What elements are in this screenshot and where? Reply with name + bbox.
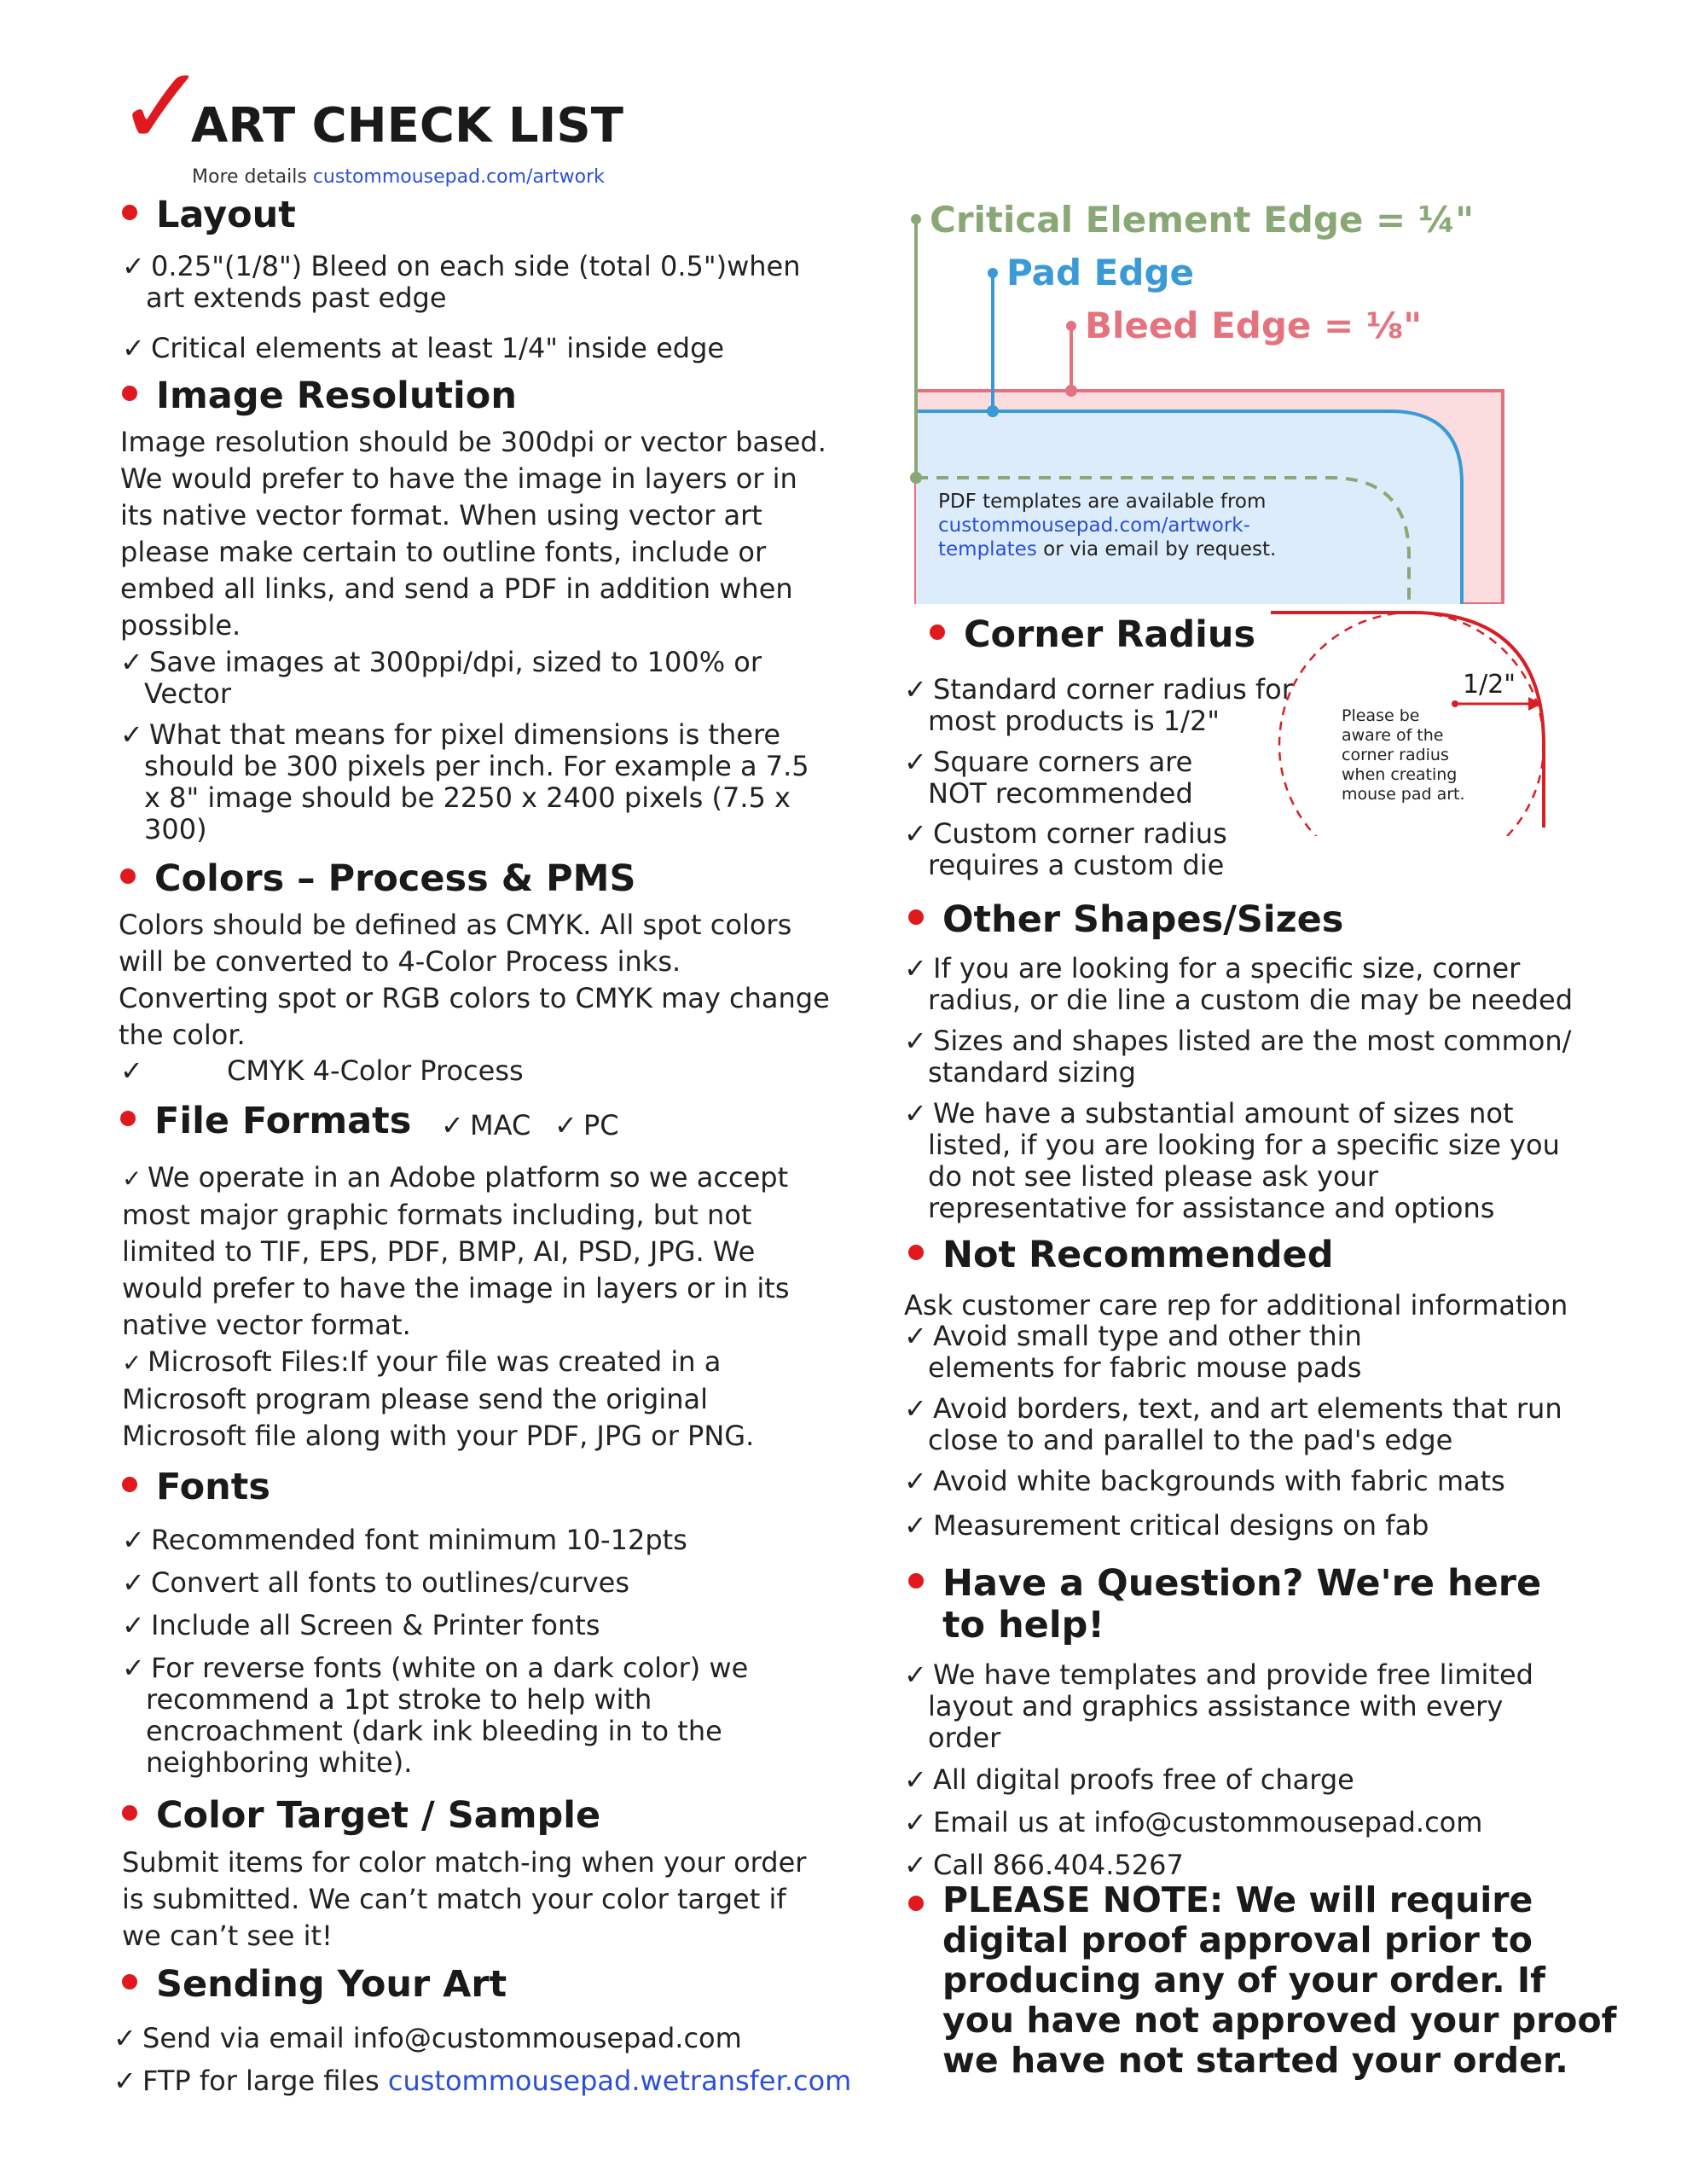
layout-item-1 (122, 251, 800, 314)
question-item-1-line-3: order (928, 1722, 1001, 1754)
check-icon: ✓ (122, 1165, 142, 1193)
more-details (192, 166, 605, 188)
color-target-paragraph (122, 1844, 806, 1955)
check-icon: ✓ (554, 1109, 577, 1141)
file-formats-line: We operate in an Adobe platform so we accept (148, 1161, 789, 1194)
image-resolution-item-1-line-1: Save images at 300ppi/dpi, sized to 100% or (149, 646, 762, 678)
corner-radius-note-line: aware of the (1342, 726, 1444, 745)
check-icon: ✓ (120, 718, 143, 751)
colors-line: the color. (119, 1019, 246, 1051)
not-recommended-heading (908, 1234, 1333, 1276)
file-formats-line: limited to TIF, EPS, PDF, BMP, AI, PSD, JPG. We (122, 1235, 756, 1268)
check-icon: ✓ (122, 1349, 142, 1377)
file-formats-line: native vector format. (122, 1309, 411, 1341)
not-recommended-item-3-text: Avoid white backgrounds with fabric mats (933, 1465, 1505, 1497)
pc-label: PC (583, 1109, 619, 1141)
fonts-item-3-text: Include all Screen & Printer fonts (151, 1609, 600, 1641)
corner-radius-item-2 (904, 746, 1193, 810)
check-icon: ✓ (113, 2065, 136, 2097)
critical-pointer-dot (911, 214, 921, 224)
not-recommended-item-2-line-1: Avoid borders, text, and art elements that run (933, 1392, 1562, 1425)
mac-label: MAC (470, 1109, 531, 1141)
corner-radius-note-line: Please be (1342, 706, 1420, 725)
fonts-item-4-line-1: For reverse fonts (white on a dark color) we (151, 1652, 749, 1684)
check-icon: ✓ (113, 2022, 136, 2054)
please-note-line: digital proof approval prior to (942, 1920, 1533, 1960)
color-target-line: we can’t see it! (122, 1920, 333, 1952)
check-icon: ✓ (904, 746, 927, 778)
check-icon: ✓ (904, 1025, 927, 1057)
page-title: ART CHECK LIST (191, 98, 623, 154)
image-resolution-line: embed all links, and send a PDF in addition when (120, 572, 793, 605)
other-shapes-item-3-line-2: listed, if you are looking for a specific size you (928, 1129, 1560, 1161)
layout-item-1-line-2: art extends past edge (146, 282, 447, 314)
image-resolution-item-2-line-3: x 8" image should be 2250 x 2400 pixels (7.5 x (144, 781, 791, 814)
fonts-item-4-line-4: neighboring white). (146, 1746, 413, 1779)
layout-item-2-text: Critical elements at least 1/4" inside edge (151, 332, 725, 364)
fonts-item-4 (122, 1653, 748, 1779)
corner-radius-item-3-line-2: requires a custom die (928, 849, 1225, 881)
layout-heading (122, 195, 296, 236)
bullet-icon (908, 1573, 924, 1589)
check-icon: ✓ (122, 1566, 145, 1599)
question-item-3-text: Email us at info@custommousepad.com (933, 1806, 1483, 1838)
image-resolution-paragraph (120, 424, 826, 644)
colors-item-text: CMYK 4-Color Process (227, 1054, 524, 1087)
file-formats-line: would prefer to have the image in layers or in its (122, 1272, 790, 1304)
please-note-line: you have not approved your proof (942, 2000, 1617, 2041)
pad-pointer-dot (988, 268, 998, 278)
file-formats-line: Microsoft program please send the original (122, 1383, 709, 1415)
file-formats-line: Microsoft file along with your PDF, JPG or PNG. (122, 1420, 755, 1452)
corner-radius-item-2-line-1: Square corners are (933, 746, 1193, 778)
check-icon: ✓ (904, 1658, 927, 1691)
layout-item-1-line-1: 0.25"(1/8") Bleed on each side (total 0.5")when (151, 250, 801, 282)
check-icon: ✓ (904, 1392, 927, 1425)
check-icon: ✓ (122, 1524, 145, 1556)
templates-note (938, 490, 1276, 561)
check-icon: ✓ (904, 1509, 927, 1542)
question-item-1-line-1: We have templates and provide free limited (933, 1658, 1533, 1691)
bullet-icon (122, 1974, 137, 1989)
image-resolution-line: possible. (120, 609, 241, 642)
file-formats-heading (120, 1101, 411, 1142)
other-shapes-item-3-line-3: do not see listed please ask your (928, 1160, 1378, 1193)
check-icon: ✓ (904, 817, 927, 850)
bullet-icon (120, 868, 136, 884)
image-resolution-heading (122, 375, 517, 417)
templates-note-line: PDF templates are available from (938, 491, 1267, 513)
templates-note-line: or via email by request. (1036, 538, 1277, 561)
sending-item-2-text: FTP for large files (142, 2065, 388, 2097)
bullet-icon (908, 1245, 924, 1260)
question-item-3 (904, 1807, 1482, 1838)
corner-radius-note-line: when creating (1342, 765, 1458, 784)
layout-heading-text: Layout (156, 194, 296, 236)
check-icon: ✓ (904, 1320, 927, 1352)
radius-dimension: 1/2" (1463, 670, 1516, 700)
bullet-icon (120, 1111, 136, 1126)
image-resolution-item-2-line-1: What that means for pixel dimensions is there (149, 718, 781, 751)
question-item-4 (904, 1850, 1184, 1881)
image-resolution-item-2-line-2: should be 300 pixels per inch. For example a 7.5 (144, 750, 809, 782)
sending-item-2 (113, 2065, 851, 2097)
check-icon: ✓ (904, 673, 927, 706)
corner-radius-item-3-line-1: Custom corner radius (933, 817, 1227, 850)
question-item-4-text: Call 866.404.5267 (933, 1849, 1184, 1881)
bullet-icon (122, 1805, 137, 1821)
fonts-item-4-line-2: recommend a 1pt stroke to help with (146, 1683, 652, 1716)
question-item-2-text: All digital proofs free of charge (933, 1763, 1354, 1796)
bullet-icon (908, 909, 924, 925)
fonts-item-3 (122, 1610, 600, 1641)
fonts-item-2 (122, 1567, 629, 1599)
mac-check (441, 1110, 530, 1141)
other-shapes-item-1-line-2: radius, or die line a custom die may be needed (928, 984, 1574, 1016)
critical-pointer-end (910, 472, 922, 484)
red-checkmark-icon: ✓ (116, 44, 208, 171)
corner-radius-item-1 (904, 674, 1293, 737)
corner-radius-item-1-line-1: Standard corner radius for (933, 673, 1293, 706)
fonts-item-1 (122, 1525, 687, 1556)
check-icon: ✓ (904, 1097, 927, 1130)
colors-heading (120, 858, 635, 900)
check-icon: ✓ (904, 1849, 927, 1881)
not-recommended-item-1-line-2: elements for fabric mouse pads (928, 1351, 1362, 1384)
bleed-pointer-dot (1066, 321, 1076, 331)
not-recommended-item-4 (904, 1510, 1429, 1542)
fonts-item-1-text: Recommended font minimum 10-12pts (151, 1524, 687, 1556)
please-note-line: we have not started your order. (942, 2040, 1568, 2081)
corner-radius-item-2-line-2: NOT recommended (928, 777, 1193, 810)
other-shapes-item-3 (904, 1098, 1560, 1224)
not-recommended-item-2-line-2: close to and parallel to the pad's edge (928, 1424, 1453, 1456)
bullet-icon (122, 1477, 137, 1492)
wetransfer-link[interactable]: custommousepad.wetransfer.com (387, 2065, 852, 2097)
bullet-icon (908, 1896, 924, 1911)
not-recommended-item-1-line-1: Avoid small type and other thin (933, 1320, 1362, 1352)
check-icon: ✓ (441, 1109, 464, 1141)
other-shapes-item-2-line-1: Sizes and shapes listed are the most common/ (933, 1025, 1572, 1057)
bullet-icon (930, 624, 945, 640)
bleed-edge-label: Bleed Edge = ⅛" (1085, 305, 1423, 346)
fonts-heading (122, 1467, 270, 1508)
critical-edge-label: Critical Element Edge = ¼" (930, 199, 1475, 241)
check-icon: ✓ (904, 1806, 927, 1838)
other-shapes-item-3-line-4: representative for assistance and options (928, 1192, 1495, 1224)
corner-radius-heading (930, 614, 1255, 656)
not-recommended-item-4-text: Measurement critical designs on fab (933, 1509, 1429, 1542)
not-recommended-heading-text: Not Recommended (942, 1234, 1334, 1276)
other-shapes-item-2-line-2: standard sizing (928, 1056, 1136, 1089)
other-shapes-item-2 (904, 1025, 1571, 1089)
colors-heading-text: Colors – Process & PMS (154, 857, 636, 900)
check-icon: ✓ (120, 1054, 143, 1087)
question-item-2 (904, 1764, 1354, 1796)
check-icon: ✓ (122, 1652, 145, 1684)
sending-item-1-text: Send via email info@custommousepad.com (142, 2022, 742, 2054)
pad-edge-label: Pad Edge (1006, 252, 1194, 293)
fonts-item-2-text: Convert all fonts to outlines/curves (151, 1566, 630, 1599)
check-icon: ✓ (904, 1465, 927, 1497)
sending-item-1 (113, 2023, 742, 2054)
not-recommended-item-3 (904, 1466, 1505, 1497)
not-recommended-item-2 (904, 1393, 1562, 1456)
question-item-1-line-2: layout and graphics assistance with every (928, 1690, 1504, 1722)
please-note-bullet (908, 1896, 925, 1913)
check-icon: ✓ (122, 332, 145, 364)
sending-heading-text: Sending Your Art (156, 1963, 507, 2006)
check-icon: ✓ (122, 250, 145, 282)
colors-paragraph (119, 907, 830, 1054)
artwork-link[interactable]: custommousepad.com/artwork (312, 166, 605, 188)
corner-radius-note (1342, 706, 1465, 804)
image-resolution-item-1-line-2: Vector (144, 677, 231, 710)
other-shapes-heading (908, 899, 1343, 941)
check-icon: ✓ (904, 952, 927, 985)
image-resolution-line: its native vector format. When using vector art (120, 499, 762, 531)
please-note-line: PLEASE NOTE: We will require (942, 1879, 1533, 1920)
image-resolution-item-2 (120, 719, 809, 845)
colors-item (120, 1055, 524, 1087)
image-resolution-item-1 (120, 647, 762, 710)
check-icon: ✓ (904, 1763, 927, 1796)
image-resolution-line: Image resolution should be 300dpi or vector based. (120, 426, 826, 458)
sending-heading (122, 1964, 507, 2006)
bullet-icon (122, 386, 137, 401)
corner-radius-note-line: mouse pad art. (1342, 785, 1465, 804)
file-formats-paragraph-1 (122, 1159, 789, 1455)
colors-line: Converting spot or RGB colors to CMYK may change (119, 982, 830, 1014)
question-item-1 (904, 1659, 1533, 1754)
question-heading-line-1: Have a Question? We're here (942, 1562, 1542, 1605)
more-details-label: More details (192, 166, 313, 188)
corner-radius-heading-text: Corner Radius (964, 613, 1256, 656)
question-heading-line-2: to help! (942, 1604, 1104, 1647)
color-target-line: is submitted. We can’t match your color target if (122, 1883, 786, 1915)
colors-line: will be converted to 4-Color Process inks. (119, 945, 681, 978)
not-recommended-item-1 (904, 1321, 1362, 1384)
corner-radius-note-line: corner radius (1342, 746, 1449, 764)
other-shapes-item-3-line-1: We have a substantial amount of sizes not (933, 1097, 1514, 1130)
file-formats-heading-text: File Formats (154, 1100, 412, 1142)
file-formats-line: Microsoft Files:If your file was created in a (148, 1345, 722, 1378)
color-target-line: Submit items for color match-ing when your order (122, 1846, 807, 1879)
colors-line: Colors should be defined as CMYK. All spot colors (119, 909, 792, 941)
other-shapes-heading-text: Other Shapes/Sizes (942, 898, 1344, 941)
not-recommended-intro: Ask customer care rep for additional information (904, 1289, 1568, 1321)
fonts-heading-text: Fonts (156, 1466, 270, 1508)
image-resolution-heading-text: Image Resolution (156, 375, 517, 417)
pad-pointer-end (987, 405, 999, 417)
bleed-pointer-end (1065, 385, 1077, 397)
templates-link[interactable]: templates (938, 538, 1037, 561)
fonts-item-4-line-3: encroachment (dark ink bleeding in to the (146, 1715, 722, 1747)
bullet-icon (122, 205, 137, 220)
check-icon: ✓ (120, 646, 143, 678)
color-target-heading (122, 1795, 600, 1837)
image-resolution-item-2-line-4: 300) (144, 813, 207, 845)
please-note-line: producing any of your order. If (942, 1960, 1546, 2001)
pc-check (554, 1110, 619, 1141)
templates-link[interactable]: custommousepad.com/artwork- (938, 514, 1250, 537)
color-target-heading-text: Color Target / Sample (156, 1794, 601, 1837)
question-heading (908, 1563, 1541, 1647)
image-resolution-line: We would prefer to have the image in layers or in (120, 462, 797, 495)
image-resolution-line: please make certain to outline fonts, include or (120, 536, 767, 568)
corner-radius-item-1-line-2: most products is 1/2" (928, 705, 1220, 737)
other-shapes-item-1 (904, 953, 1573, 1016)
check-icon: ✓ (122, 1609, 145, 1641)
layout-item-2 (122, 333, 724, 364)
please-note (942, 1880, 1616, 2081)
other-shapes-item-1-line-1: If you are looking for a specific size, corner (933, 952, 1521, 985)
file-formats-line: most major graphic formats including, but not (122, 1199, 752, 1231)
corner-radius-item-3 (904, 818, 1227, 881)
